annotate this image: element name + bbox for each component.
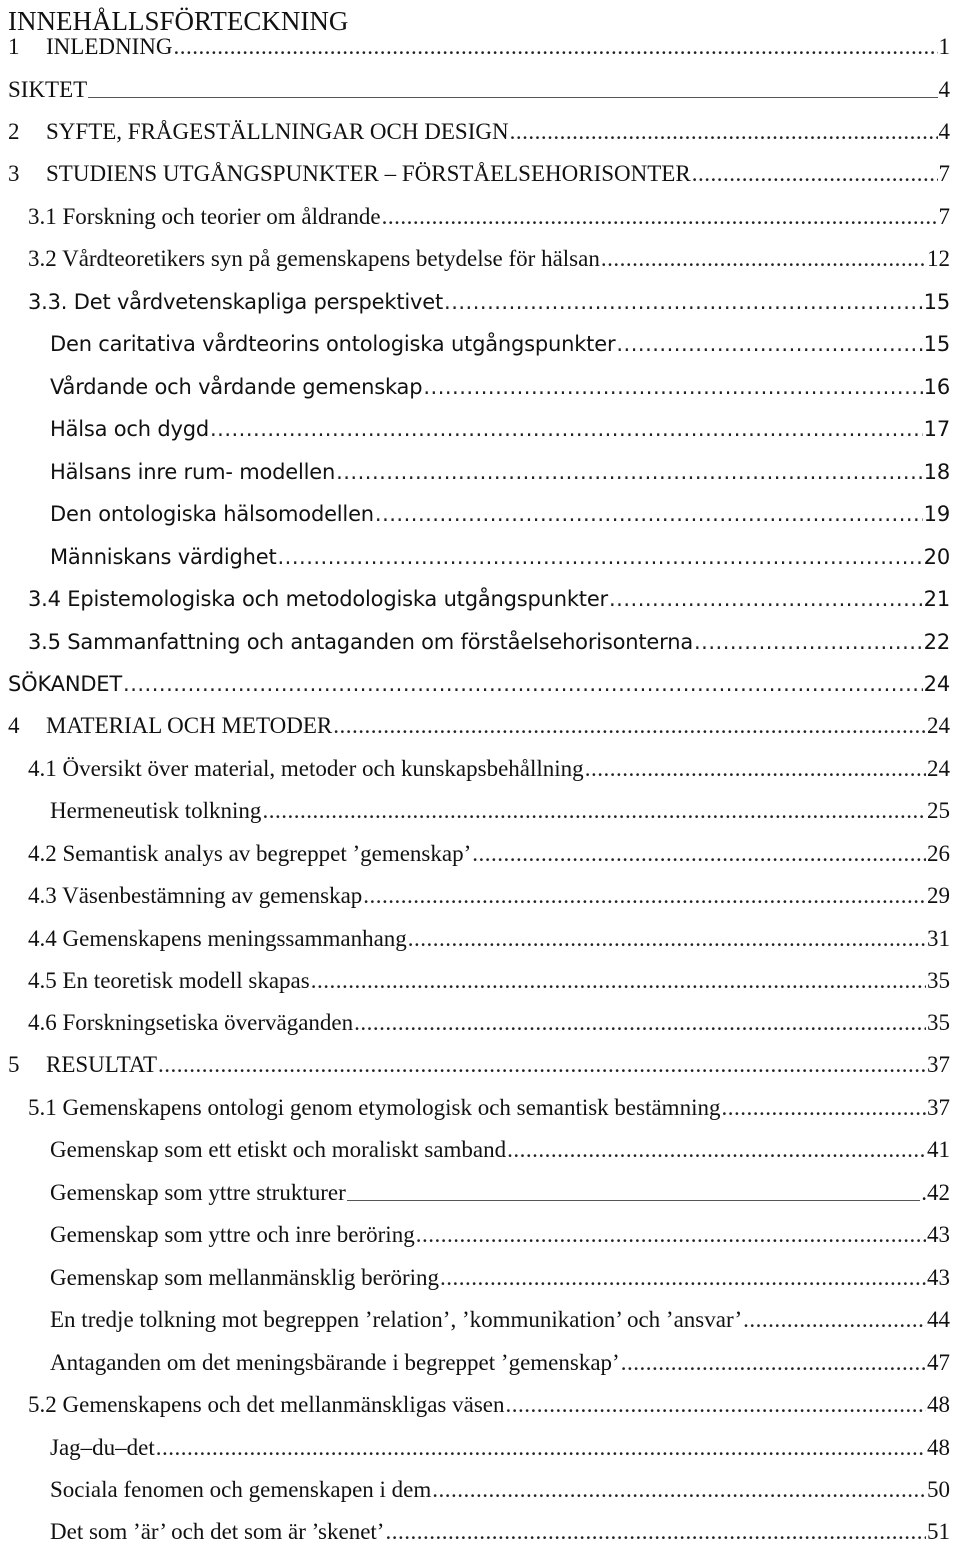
toc-entry-text <box>8 32 172 62</box>
toc-leader <box>278 542 923 572</box>
toc-entry-number: 3 <box>8 161 20 186</box>
toc-entry-text <box>50 499 374 529</box>
toc-leader <box>210 414 923 444</box>
toc-entry-page: 19 <box>923 502 950 526</box>
toc-leader <box>507 1135 926 1165</box>
toc-entry-text <box>50 372 422 402</box>
toc-entry-page: 48 <box>927 1435 950 1460</box>
toc-entry-page: 51 <box>927 1519 950 1544</box>
toc-entry-number: 1 <box>8 34 20 59</box>
toc-leader <box>363 881 926 911</box>
toc-leader <box>616 329 922 359</box>
toc-entry-text <box>50 329 615 359</box>
toc-entry-label: Gemenskap som yttre strukturer <box>50 1180 346 1205</box>
toc-entry[interactable] <box>28 244 950 274</box>
toc-entry-text <box>50 414 209 444</box>
toc-entry-page: 24 <box>923 672 950 696</box>
toc-entry[interactable] <box>28 584 950 614</box>
toc-entry-page: 29 <box>927 883 950 908</box>
toc-entry-page: 35 <box>927 968 950 993</box>
toc-entry-text <box>50 1348 620 1378</box>
toc-entry-text <box>28 627 693 657</box>
toc-entry-page: 4 <box>938 119 950 144</box>
toc-entry-label: 3.5 Sammanfattning och antaganden om förståelsehorisonterna <box>28 630 693 654</box>
toc-leader <box>601 244 926 274</box>
toc-entry-label: Vårdande och vårdande gemenskap <box>50 375 423 399</box>
toc-entry[interactable] <box>28 881 950 911</box>
toc-entry-label: En tredje tolkning mot begreppen ’relation’, ’kommunikation’ och ’ansvar’ <box>50 1307 743 1332</box>
toc-entry-text <box>28 924 407 954</box>
toc-leader <box>416 1220 926 1250</box>
toc-entry-page: 18 <box>923 460 950 484</box>
toc-entry-label: Gemenskap som ett etiskt och moraliskt samband <box>50 1137 507 1162</box>
toc-leader <box>336 457 923 487</box>
toc-leader <box>432 1475 926 1505</box>
toc-entry-text <box>50 542 277 572</box>
toc-entry-label: 4.2 Semantisk analys av begreppet ’gemenskap’ <box>28 841 472 866</box>
toc-leader <box>262 796 926 826</box>
toc-entry-label: 4.5 En teoretisk modell skapas <box>28 968 310 993</box>
toc-entry-page: 41 <box>927 1137 950 1162</box>
toc-entry-number: 4 <box>8 713 20 738</box>
toc-entry-label: 5.1 Gemenskapens ontologi genom etymologisk och semantisk bestämning <box>28 1095 721 1120</box>
toc-entry-page: 50 <box>927 1477 950 1502</box>
toc-entry[interactable] <box>50 1178 950 1208</box>
toc-leader <box>423 372 922 402</box>
toc-entry-text <box>28 584 608 614</box>
toc-entry[interactable] <box>8 117 950 147</box>
toc-entry-text <box>50 796 261 826</box>
toc-entry-text <box>28 202 381 232</box>
toc-entry[interactable] <box>50 1348 950 1378</box>
toc-leader <box>382 202 938 232</box>
toc-leader <box>333 711 926 741</box>
toc-leader <box>510 117 938 147</box>
toc-entry[interactable] <box>28 287 950 317</box>
toc-entry-text <box>28 754 584 784</box>
toc-entry-label: Hälsans inre rum- modellen <box>50 460 336 484</box>
toc-entry-page: 26 <box>927 841 950 866</box>
toc-leader <box>156 1433 926 1463</box>
toc-leader <box>440 1263 926 1293</box>
toc-leader <box>721 1093 926 1123</box>
toc-entry-label: Antaganden om det meningsbärande i begreppet ’gemenskap’ <box>50 1350 620 1375</box>
toc-leader <box>444 287 923 317</box>
toc-entry-label: 5.2 Gemenskapens och det mellanmänskligas väsen <box>28 1392 505 1417</box>
toc-entry-text <box>50 1135 506 1165</box>
toc-entry-page: 43 <box>927 1265 950 1290</box>
toc-entry-page: 37 <box>927 1095 950 1120</box>
toc-entry[interactable] <box>28 202 950 232</box>
toc-entry-label: SYFTE, FRÅGESTÄLLNINGAR OCH DESIGN <box>46 119 509 144</box>
toc-leader <box>694 627 923 657</box>
toc-entry-label: 3.4 Epistemologiska och metodologiska utgångspunkter <box>28 587 608 611</box>
toc-leader <box>472 839 926 869</box>
toc-leader <box>585 754 926 784</box>
toc-entry[interactable] <box>50 372 950 402</box>
toc-entry[interactable] <box>8 669 950 699</box>
toc-leader <box>408 924 926 954</box>
toc-entry-label: Den ontologiska hälsomodellen <box>50 502 374 526</box>
toc-entry-label: 3.3. Det vårdvetenskapliga perspektivet <box>28 290 444 314</box>
toc-entry-text <box>50 1517 384 1547</box>
toc-entry-label: SIKTET <box>8 77 88 102</box>
toc-entry-page: 15 <box>923 332 950 356</box>
toc-entry-page: 12 <box>927 246 950 271</box>
toc-entry-text <box>28 839 471 869</box>
toc-entry[interactable] <box>50 457 950 487</box>
toc-entry[interactable] <box>50 1263 950 1293</box>
toc-entry[interactable] <box>28 924 950 954</box>
toc-entry-label: 4.4 Gemenskapens meningssammanhang <box>28 926 407 951</box>
toc-leader <box>311 966 926 996</box>
toc-leader <box>385 1517 926 1547</box>
toc-entry[interactable] <box>50 1475 950 1505</box>
toc-entry-page: 37 <box>927 1052 950 1077</box>
toc-entry-text <box>8 711 332 741</box>
toc-entry-page: 22 <box>923 630 950 654</box>
toc-entry-number: 5 <box>8 1052 20 1077</box>
toc-entry[interactable] <box>8 711 950 741</box>
toc-entry-page: 25 <box>927 798 950 823</box>
toc-leader <box>158 1050 926 1080</box>
toc-entry-text <box>50 457 335 487</box>
toc-entry-label: Hermeneutisk tolkning <box>50 798 262 823</box>
toc-entry-label: Hälsa och dygd <box>50 417 209 441</box>
toc-entry-text <box>50 1220 415 1250</box>
toc-leader <box>692 159 938 189</box>
toc-entry-label: 4.3 Väsenbestämning av gemenskap <box>28 883 363 908</box>
toc-entry[interactable] <box>50 1220 950 1250</box>
toc-entry-text <box>8 669 122 699</box>
toc-entry-label: 3.1 Forskning och teorier om åldrande <box>28 204 381 229</box>
toc-entry[interactable] <box>8 1050 950 1080</box>
toc-entry-label: 4.1 Översikt över material, metoder och kunskapsbehållning <box>28 756 584 781</box>
toc-entry-page: 1 <box>938 34 950 59</box>
toc-entry-text <box>50 1475 431 1505</box>
toc-entry-text <box>28 1390 505 1420</box>
toc-entry[interactable] <box>50 1433 950 1463</box>
toc-entry-page: 44 <box>927 1307 950 1332</box>
toc-entry-page: 24 <box>927 713 950 738</box>
toc-entry-page: 31 <box>927 926 950 951</box>
toc-entry-page: 47 <box>927 1350 950 1375</box>
toc-entry-page: 17 <box>923 417 950 441</box>
toc-entry-text <box>28 1093 720 1123</box>
toc-leader <box>743 1305 926 1335</box>
toc-entry-label: RESULTAT <box>46 1052 158 1077</box>
toc-entry[interactable] <box>50 499 950 529</box>
toc-entry-label: STUDIENS UTGÅNGSPUNKTER – FÖRSTÅELSEHORISONTER <box>46 161 691 186</box>
toc-entry[interactable] <box>28 1093 950 1123</box>
toc-leader <box>609 584 923 614</box>
toc-entry-page: .42 <box>921 1180 950 1205</box>
toc-entry-page: 20 <box>923 545 950 569</box>
toc-entry[interactable] <box>50 329 950 359</box>
toc-leader <box>375 499 923 529</box>
toc-entry-text <box>8 75 87 105</box>
toc-title: INNEHÅLLSFÖRTECKNING <box>8 6 349 36</box>
toc-entry-label: Människans värdighet <box>50 545 277 569</box>
toc-entry-label: Det som ’är’ och det som är ’skenet’ <box>50 1519 385 1544</box>
toc-leader <box>347 1200 921 1201</box>
toc-entry-page: 7 <box>938 204 950 229</box>
toc-entry-label: Gemenskap som yttre och inre beröring <box>50 1222 415 1247</box>
toc-entry[interactable] <box>8 159 950 189</box>
toc-leader <box>88 97 937 98</box>
toc-leader <box>506 1390 927 1420</box>
toc-entry[interactable] <box>50 796 950 826</box>
toc-entry[interactable] <box>28 627 950 657</box>
toc-entry[interactable] <box>28 1008 950 1038</box>
toc-entry-page: 4 <box>938 77 950 102</box>
toc-entry-label: Jag–du–det <box>50 1435 155 1460</box>
toc-entry-label: 3.2 Vårdteoretikers syn på gemenskapens betydelse för hälsan <box>28 246 600 271</box>
toc-entry[interactable] <box>8 75 950 105</box>
toc-leader <box>621 1348 926 1378</box>
toc-entry[interactable] <box>50 542 950 572</box>
toc-entry-page: 15 <box>923 290 950 314</box>
toc-entry-text <box>28 881 362 911</box>
toc-entry-label: Den caritativa vårdteorins ontologiska utgångspunkter <box>50 332 616 356</box>
toc-entry-page: 24 <box>927 756 950 781</box>
toc-entry-page: 7 <box>938 161 950 186</box>
toc-entry-text <box>8 117 509 147</box>
toc-entry-label: Sociala fenomen och gemenskapen i dem <box>50 1477 432 1502</box>
toc-entry-label: 4.6 Forskningsetiska överväganden <box>28 1010 354 1035</box>
toc-entry[interactable] <box>50 1517 950 1547</box>
toc-entry-text <box>28 244 600 274</box>
toc-entry-label: SÖKANDET <box>8 672 123 696</box>
toc-entry[interactable] <box>28 754 950 784</box>
toc-entry-text <box>50 1305 742 1335</box>
toc-entry[interactable] <box>28 839 950 869</box>
toc-entry-page: 21 <box>923 587 950 611</box>
toc-entry-label: MATERIAL OCH METODER <box>46 713 333 738</box>
toc-entry[interactable] <box>50 414 950 444</box>
toc-entry-page: 43 <box>927 1222 950 1247</box>
toc-entry-text <box>8 159 691 189</box>
toc-entry[interactable] <box>28 1390 950 1420</box>
toc-leader <box>123 669 923 699</box>
toc-entry-text <box>28 1008 353 1038</box>
toc-entry-text <box>28 287 443 317</box>
toc-entry-label: INLEDNING <box>46 34 173 59</box>
toc-entry-label: Gemenskap som mellanmänsklig beröring <box>50 1265 440 1290</box>
toc-leader <box>173 32 937 62</box>
toc-entry-text <box>50 1178 346 1208</box>
toc-leader <box>354 1008 926 1038</box>
toc-entry[interactable] <box>50 1135 950 1165</box>
toc-entry-page: 35 <box>927 1010 950 1035</box>
toc-entry-number: 2 <box>8 119 20 144</box>
toc-entry[interactable] <box>28 966 950 996</box>
toc-entry-text <box>28 966 310 996</box>
toc-entry-text <box>50 1433 155 1463</box>
toc-entry-text <box>50 1263 439 1293</box>
toc-entry-text <box>8 1050 157 1080</box>
toc-entry-page: 48 <box>927 1392 950 1417</box>
toc-entry-page: 16 <box>923 375 950 399</box>
toc-entry[interactable] <box>50 1305 950 1335</box>
toc-entry[interactable] <box>8 32 950 62</box>
